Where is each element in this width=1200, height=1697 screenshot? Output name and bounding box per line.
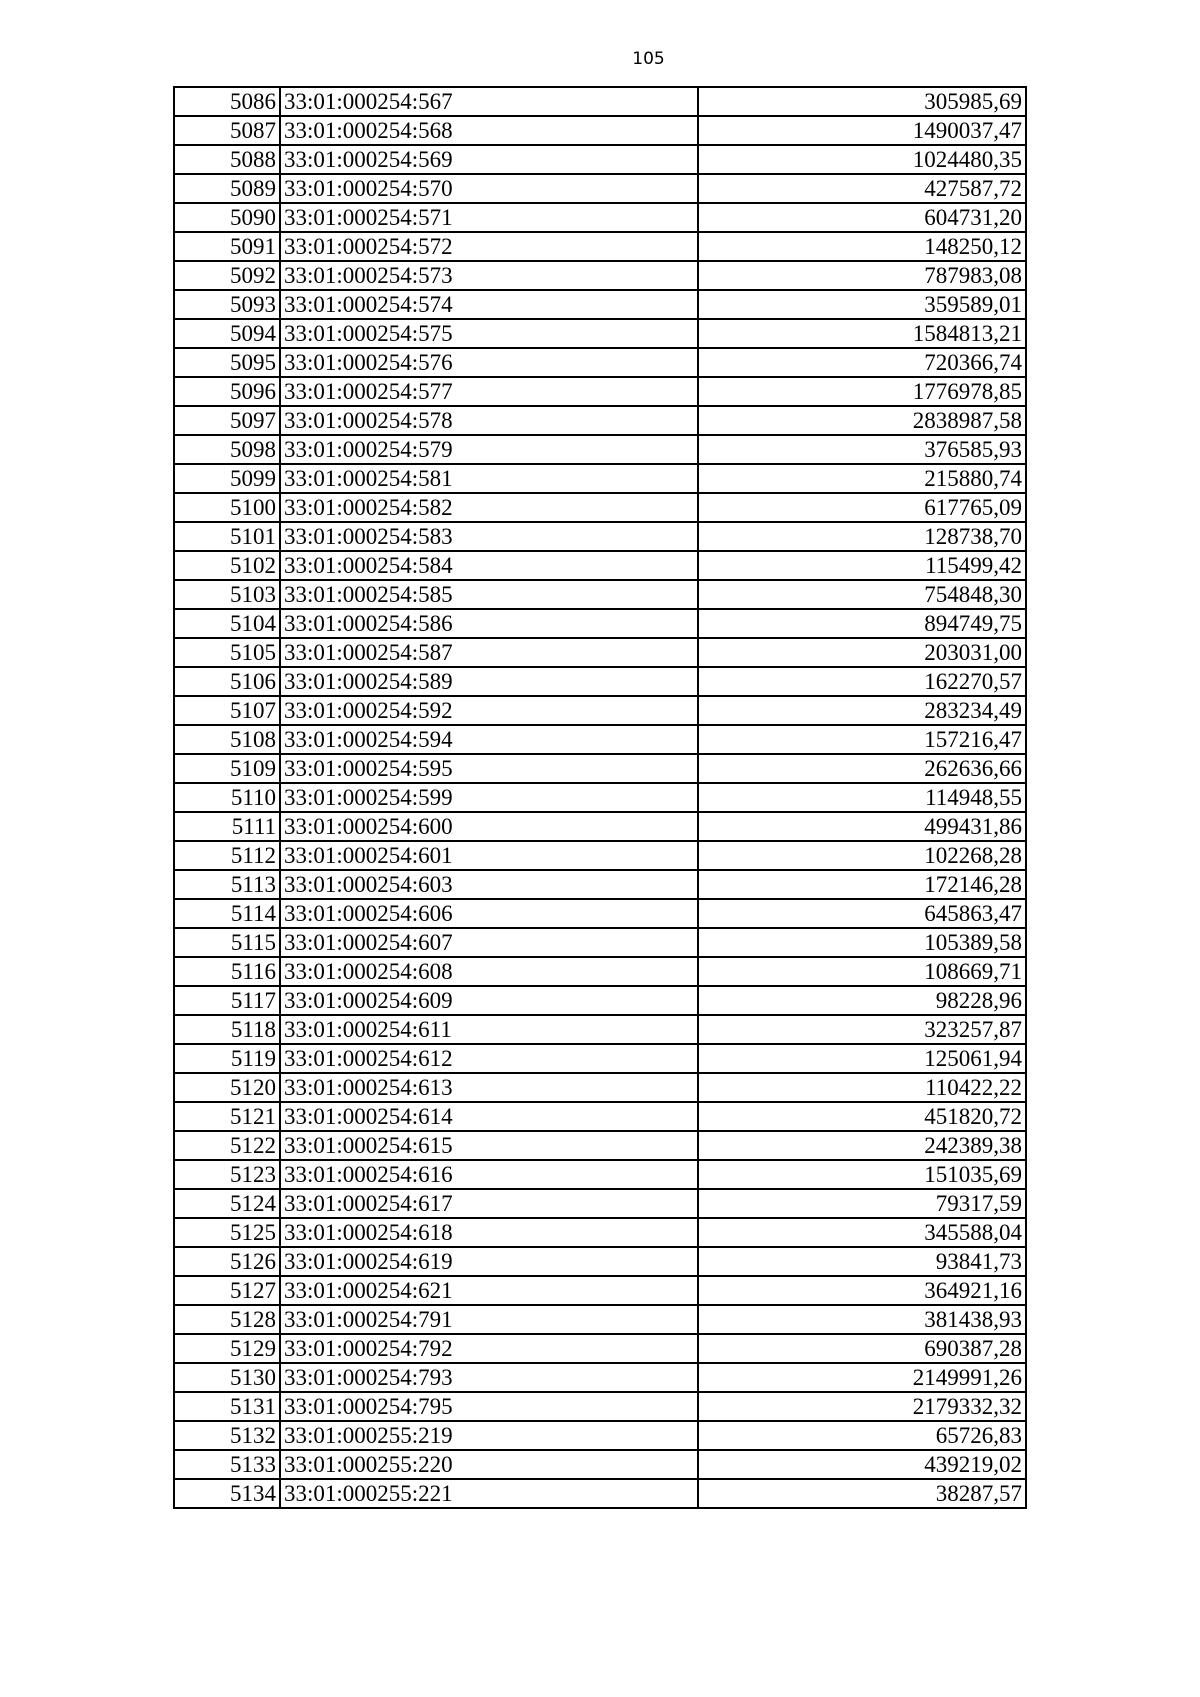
cadastral-value-cell: 115499,42 [698,551,1026,580]
cadastral-value-cell: 215880,74 [698,464,1026,493]
cadastral-value-cell: 645863,47 [698,899,1026,928]
cadastral-value-cell: 754848,30 [698,580,1026,609]
row-number-cell: 5104 [174,609,280,638]
cadastral-number-cell: 33:01:000254:612 [280,1044,698,1073]
table-row [174,1276,1026,1305]
cadastral-number-cell: 33:01:000254:607 [280,928,698,957]
row-number-cell: 5113 [174,870,280,899]
cadastral-value-cell: 148250,12 [698,232,1026,261]
cadastral-number-cell: 33:01:000254:582 [280,493,698,522]
cadastral-value-cell: 157216,47 [698,725,1026,754]
row-number-cell: 5133 [174,1450,280,1479]
cadastral-value-cell: 364921,16 [698,1276,1026,1305]
row-number-cell: 5089 [174,174,280,203]
table-row [174,261,1026,290]
cadastral-value-cell: 98228,96 [698,986,1026,1015]
table-row [174,754,1026,783]
cadastral-value-cell: 93841,73 [698,1247,1026,1276]
cadastral-number-cell: 33:01:000254:792 [280,1334,698,1363]
row-number-cell: 5088 [174,145,280,174]
cadastral-number-cell: 33:01:000254:611 [280,1015,698,1044]
cadastral-number-cell: 33:01:000254:795 [280,1392,698,1421]
cadastral-number-cell: 33:01:000254:595 [280,754,698,783]
cadastral-number-cell: 33:01:000254:615 [280,1131,698,1160]
cadastral-value-cell: 690387,28 [698,1334,1026,1363]
cadastral-value-cell: 376585,93 [698,435,1026,464]
cadastral-number-cell: 33:01:000254:575 [280,319,698,348]
cadastral-value-cell: 439219,02 [698,1450,1026,1479]
table-row [174,1479,1026,1508]
cadastral-number-cell: 33:01:000254:570 [280,174,698,203]
cadastral-number-cell: 33:01:000254:599 [280,783,698,812]
row-number-cell: 5120 [174,1073,280,1102]
cadastral-number-cell: 33:01:000254:589 [280,667,698,696]
cadastral-number-cell: 33:01:000254:585 [280,580,698,609]
cadastral-number-cell: 33:01:000254:584 [280,551,698,580]
row-number-cell: 5112 [174,841,280,870]
table-row [174,551,1026,580]
cadastral-value-cell: 105389,58 [698,928,1026,957]
table-row [174,870,1026,899]
table-row [174,1421,1026,1450]
table-row [174,1450,1026,1479]
row-number-cell: 5100 [174,493,280,522]
row-number-cell: 5110 [174,783,280,812]
row-number-cell: 5093 [174,290,280,319]
row-number-cell: 5121 [174,1102,280,1131]
cadastral-number-cell: 33:01:000254:617 [280,1189,698,1218]
row-number-cell: 5092 [174,261,280,290]
cadastral-number-cell: 33:01:000254:793 [280,1363,698,1392]
row-number-cell: 5090 [174,203,280,232]
table-row [174,406,1026,435]
table-row [174,1305,1026,1334]
cadastral-value-cell: 2838987,58 [698,406,1026,435]
cadastral-number-cell: 33:01:000254:587 [280,638,698,667]
table-row [174,290,1026,319]
cadastral-value-cell: 323257,87 [698,1015,1026,1044]
cadastral-number-cell: 33:01:000254:572 [280,232,698,261]
table-row [174,1102,1026,1131]
row-number-cell: 5105 [174,638,280,667]
table-row [174,174,1026,203]
table-row [174,232,1026,261]
table-row [174,725,1026,754]
cadastral-number-cell: 33:01:000254:586 [280,609,698,638]
cadastral-value-cell: 345588,04 [698,1218,1026,1247]
cadastral-value-cell: 172146,28 [698,870,1026,899]
cadastral-value-cell: 128738,70 [698,522,1026,551]
page-number: 105 [632,49,665,69]
cadastral-number-cell: 33:01:000254:621 [280,1276,698,1305]
cadastral-number-cell: 33:01:000254:573 [280,261,698,290]
cadastral-value-cell: 381438,93 [698,1305,1026,1334]
row-number-cell: 5099 [174,464,280,493]
table-row [174,696,1026,725]
cadastral-value-cell: 617765,09 [698,493,1026,522]
row-number-cell: 5122 [174,1131,280,1160]
row-number-cell: 5125 [174,1218,280,1247]
row-number-cell: 5107 [174,696,280,725]
cadastral-number-cell: 33:01:000254:581 [280,464,698,493]
row-number-cell: 5103 [174,580,280,609]
cadastral-number-cell: 33:01:000254:571 [280,203,698,232]
table-row [174,522,1026,551]
row-number-cell: 5130 [174,1363,280,1392]
row-number-cell: 5108 [174,725,280,754]
cadastral-value-cell: 1024480,35 [698,145,1026,174]
row-number-cell: 5106 [174,667,280,696]
table-row [174,1015,1026,1044]
cadastral-value-cell: 283234,49 [698,696,1026,725]
row-number-cell: 5118 [174,1015,280,1044]
table-row [174,1160,1026,1189]
cadastral-value-cell: 720366,74 [698,348,1026,377]
cadastral-value-cell: 894749,75 [698,609,1026,638]
table-row [174,493,1026,522]
cadastral-number-cell: 33:01:000254:618 [280,1218,698,1247]
row-number-cell: 5114 [174,899,280,928]
cadastral-value-cell: 1776978,85 [698,377,1026,406]
table-row [174,986,1026,1015]
cadastral-number-cell: 33:01:000254:592 [280,696,698,725]
cadastral-value-cell: 359589,01 [698,290,1026,319]
cadastral-number-cell: 33:01:000254:613 [280,1073,698,1102]
table-row [174,928,1026,957]
cadastral-value-cell: 125061,94 [698,1044,1026,1073]
cadastral-value-cell: 787983,08 [698,261,1026,290]
table-row [174,87,1026,116]
cadastral-number-cell: 33:01:000254:568 [280,116,698,145]
cadastral-value-cell: 110422,22 [698,1073,1026,1102]
row-number-cell: 5126 [174,1247,280,1276]
table-row [174,783,1026,812]
row-number-cell: 5134 [174,1479,280,1508]
row-number-cell: 5109 [174,754,280,783]
row-number-cell: 5123 [174,1160,280,1189]
cadastral-number-cell: 33:01:000254:600 [280,812,698,841]
row-number-cell: 5096 [174,377,280,406]
cadastral-number-cell: 33:01:000254:577 [280,377,698,406]
table-row [174,812,1026,841]
row-number-cell: 5116 [174,957,280,986]
cadastral-number-cell: 33:01:000254:619 [280,1247,698,1276]
cadastral-value-cell: 162270,57 [698,667,1026,696]
table-row [174,667,1026,696]
table-row [174,377,1026,406]
table-row [174,145,1026,174]
row-number-cell: 5128 [174,1305,280,1334]
table-row [174,580,1026,609]
row-number-cell: 5101 [174,522,280,551]
table-row [174,609,1026,638]
table-row [174,957,1026,986]
row-number-cell: 5117 [174,986,280,1015]
table-row [174,1073,1026,1102]
table-row [174,464,1026,493]
table-row [174,1392,1026,1421]
row-number-cell: 5115 [174,928,280,957]
cadastral-value-cell: 1584813,21 [698,319,1026,348]
row-number-cell: 5127 [174,1276,280,1305]
table-row [174,1218,1026,1247]
table-row [174,841,1026,870]
table-row [174,1334,1026,1363]
table-body [174,87,1026,1508]
cadastral-value-cell: 2179332,32 [698,1392,1026,1421]
cadastral-value-cell: 427587,72 [698,174,1026,203]
table-row [174,638,1026,667]
cadastral-number-cell: 33:01:000254:594 [280,725,698,754]
cadastral-value-cell: 108669,71 [698,957,1026,986]
cadastral-value-table [173,86,1027,1509]
table-row [174,1363,1026,1392]
cadastral-value-cell: 102268,28 [698,841,1026,870]
table-row [174,435,1026,464]
row-number-cell: 5102 [174,551,280,580]
table-row [174,1247,1026,1276]
cadastral-table-wrapper [173,86,1027,1509]
cadastral-value-cell: 604731,20 [698,203,1026,232]
row-number-cell: 5091 [174,232,280,261]
row-number-cell: 5087 [174,116,280,145]
row-number-cell: 5086 [174,87,280,116]
row-number-cell: 5097 [174,406,280,435]
cadastral-number-cell: 33:01:000254:606 [280,899,698,928]
cadastral-value-cell: 65726,83 [698,1421,1026,1450]
cadastral-value-cell: 38287,57 [698,1479,1026,1508]
row-number-cell: 5131 [174,1392,280,1421]
table-row [174,203,1026,232]
cadastral-number-cell: 33:01:000254:567 [280,87,698,116]
cadastral-value-cell: 114948,55 [698,783,1026,812]
cadastral-value-cell: 499431,86 [698,812,1026,841]
row-number-cell: 5132 [174,1421,280,1450]
cadastral-value-cell: 151035,69 [698,1160,1026,1189]
row-number-cell: 5129 [174,1334,280,1363]
table-row [174,899,1026,928]
cadastral-number-cell: 33:01:000255:220 [280,1450,698,1479]
cadastral-number-cell: 33:01:000254:614 [280,1102,698,1131]
cadastral-number-cell: 33:01:000254:601 [280,841,698,870]
cadastral-value-cell: 262636,66 [698,754,1026,783]
cadastral-value-cell: 305985,69 [698,87,1026,116]
cadastral-value-cell: 451820,72 [698,1102,1026,1131]
row-number-cell: 5094 [174,319,280,348]
cadastral-number-cell: 33:01:000254:569 [280,145,698,174]
row-number-cell: 5124 [174,1189,280,1218]
cadastral-number-cell: 33:01:000254:616 [280,1160,698,1189]
cadastral-value-cell: 79317,59 [698,1189,1026,1218]
row-number-cell: 5119 [174,1044,280,1073]
cadastral-number-cell: 33:01:000255:219 [280,1421,698,1450]
table-row [174,1189,1026,1218]
cadastral-number-cell: 33:01:000254:609 [280,986,698,1015]
cadastral-number-cell: 33:01:000254:608 [280,957,698,986]
cadastral-number-cell: 33:01:000255:221 [280,1479,698,1508]
row-number-cell: 5111 [174,812,280,841]
table-row [174,319,1026,348]
row-number-cell: 5098 [174,435,280,464]
table-row [174,348,1026,377]
table-row [174,116,1026,145]
row-number-cell: 5095 [174,348,280,377]
table-row [174,1131,1026,1160]
cadastral-value-cell: 1490037,47 [698,116,1026,145]
cadastral-number-cell: 33:01:000254:574 [280,290,698,319]
cadastral-number-cell: 33:01:000254:578 [280,406,698,435]
cadastral-number-cell: 33:01:000254:791 [280,1305,698,1334]
cadastral-value-cell: 242389,38 [698,1131,1026,1160]
cadastral-value-cell: 2149991,26 [698,1363,1026,1392]
cadastral-number-cell: 33:01:000254:603 [280,870,698,899]
cadastral-number-cell: 33:01:000254:579 [280,435,698,464]
cadastral-number-cell: 33:01:000254:583 [280,522,698,551]
cadastral-number-cell: 33:01:000254:576 [280,348,698,377]
table-row [174,1044,1026,1073]
cadastral-value-cell: 203031,00 [698,638,1026,667]
